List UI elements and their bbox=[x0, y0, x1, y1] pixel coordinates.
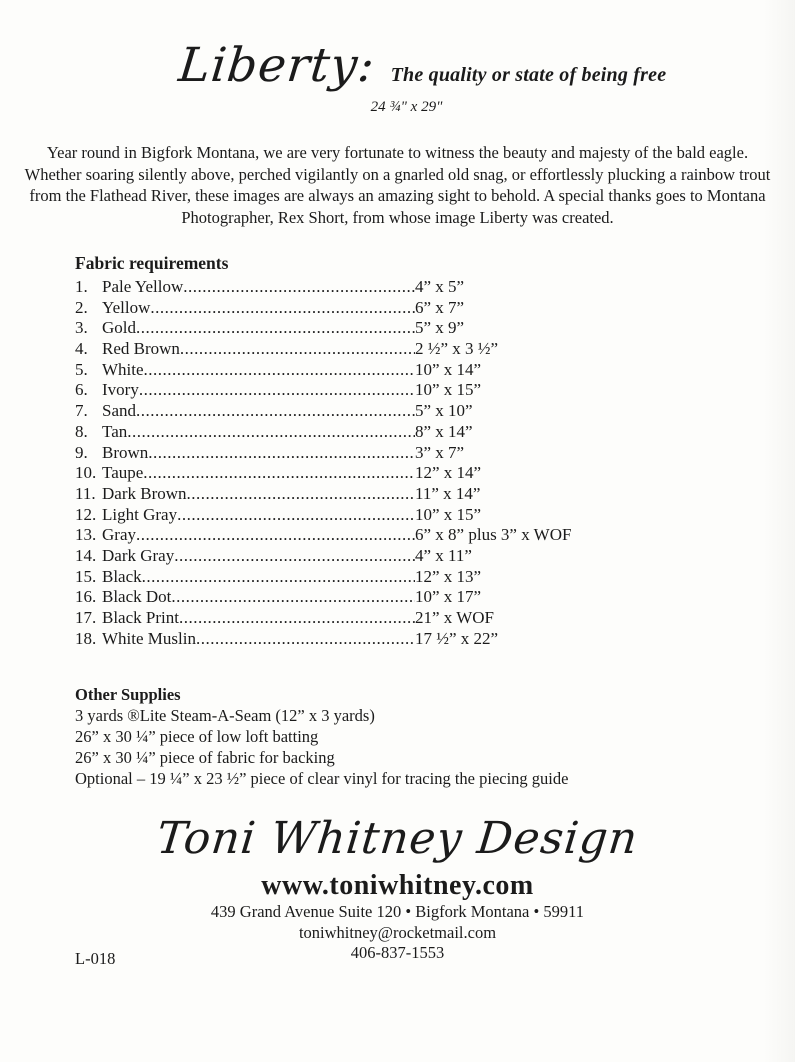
intro-line: Whether soaring silently above, perched vigilantly on a gnarled old snag, or effortlessly plucking a rainbow trout bbox=[24, 164, 771, 184]
fabric-size: 11” x 14” bbox=[415, 483, 481, 503]
fabric-name: White bbox=[102, 359, 144, 379]
street-address: 439 Grand Avenue Suite 120 • Bigfork Montana • 59911 bbox=[210, 902, 585, 922]
fabric-name: Gold bbox=[102, 318, 136, 338]
fabric-size: 17 ½” x 22” bbox=[415, 628, 499, 648]
fabric-name: Black Print bbox=[102, 608, 179, 627]
pattern-number: L-018 bbox=[75, 949, 116, 968]
item-number: 10. bbox=[75, 463, 97, 483]
item-number: 15. bbox=[75, 566, 97, 586]
fabric-name: Red Brown bbox=[102, 339, 180, 359]
dot-leader bbox=[136, 318, 415, 339]
title-block bbox=[50, 38, 795, 93]
item-number: 5. bbox=[75, 359, 88, 379]
fabric-name: Brown bbox=[102, 442, 149, 462]
fabric-size: 5” x 9” bbox=[415, 318, 465, 338]
brand-logo-text: Toni Whitney Design bbox=[154, 813, 641, 865]
item-number: 3. bbox=[75, 318, 88, 338]
fabric-row bbox=[75, 546, 795, 567]
dot-leader bbox=[127, 422, 415, 443]
dot-leader bbox=[171, 587, 415, 608]
item-number: 4. bbox=[75, 339, 88, 359]
dot-leader bbox=[177, 505, 415, 526]
fabric-row bbox=[75, 360, 795, 381]
fabric-size: 12” x 13” bbox=[415, 566, 482, 586]
fabric-size: 10” x 15” bbox=[415, 504, 482, 524]
fabric-row bbox=[75, 505, 795, 526]
dot-leader bbox=[139, 380, 415, 401]
fabric-size: 10” x 15” bbox=[415, 380, 482, 400]
fabric-name: Black bbox=[102, 566, 142, 586]
dot-leader bbox=[196, 629, 415, 650]
fabric-size: 5” x 10” bbox=[415, 401, 473, 421]
intro-line: Year round in Bigfork Montana, we are very fortunate to witness the beauty and majesty of the bald eagle. bbox=[46, 143, 749, 162]
dot-leader bbox=[150, 298, 415, 319]
intro-line: Photographer, Rex Short, from whose image Liberty was created. bbox=[181, 207, 614, 227]
fabric-name: Dark Brown bbox=[102, 483, 187, 503]
dot-leader bbox=[143, 463, 415, 484]
dot-leader bbox=[136, 525, 415, 546]
fabric-row bbox=[75, 318, 795, 339]
item-number: 11. bbox=[75, 483, 96, 503]
fabric-size: 12” x 14” bbox=[415, 463, 482, 483]
supply-line: Optional – 19 ¼” x 23 ½” piece of clear vinyl for tracing the piecing guide bbox=[75, 769, 569, 789]
finished-size: 24 ¾" x 29" bbox=[370, 99, 443, 115]
fabric-size: 10” x 14” bbox=[415, 359, 482, 379]
fabric-name: Ivory bbox=[102, 380, 139, 400]
fabric-size: 10” x 17” bbox=[415, 587, 482, 607]
item-number: 9. bbox=[75, 442, 88, 462]
supply-line: 26” x 30 ¼” piece of low loft batting bbox=[75, 727, 319, 747]
dot-leader bbox=[136, 401, 415, 422]
dot-leader bbox=[180, 339, 415, 360]
item-number: 17. bbox=[75, 608, 97, 627]
item-number: 2. bbox=[75, 297, 88, 317]
fabric-row bbox=[75, 629, 795, 650]
pattern-tagline: The quality or state of being free bbox=[390, 64, 667, 86]
fabric-name: Light Gray bbox=[102, 504, 178, 524]
fabric-row bbox=[75, 587, 795, 608]
dot-leader bbox=[183, 277, 415, 298]
item-number: 7. bbox=[75, 401, 88, 421]
other-supplies-heading: Other Supplies bbox=[75, 685, 181, 705]
fabric-row bbox=[75, 339, 795, 360]
fabric-row bbox=[75, 298, 795, 319]
footer-contact-block bbox=[0, 813, 795, 964]
item-number: 13. bbox=[75, 525, 97, 545]
fabric-row bbox=[75, 484, 795, 505]
fabric-name: White Muslin bbox=[102, 628, 196, 648]
dot-leader bbox=[187, 484, 415, 505]
fabric-row bbox=[75, 277, 795, 298]
item-number: 16. bbox=[75, 587, 97, 607]
fabric-name: Yellow bbox=[102, 297, 151, 317]
fabric-requirements-heading: Fabric requirements bbox=[75, 253, 229, 273]
fabric-size: 4” x 11” bbox=[415, 545, 472, 565]
other-supplies-section bbox=[75, 684, 795, 789]
supply-line: 3 yards ®Lite Steam-A-Seam (12” x 3 yards) bbox=[75, 706, 375, 726]
fabric-size: 8” x 14” bbox=[415, 421, 473, 441]
pattern-document-page bbox=[0, 38, 795, 1062]
item-number: 6. bbox=[75, 380, 88, 400]
intro-line: from the Flathead River, these images are always an amazing sight to behold. A special thanks goes to Montana bbox=[29, 186, 766, 205]
item-number: 8. bbox=[75, 421, 88, 441]
fabric-name: Black Dot bbox=[102, 587, 172, 607]
dot-leader bbox=[148, 443, 415, 464]
fabric-size: 21” x WOF bbox=[415, 608, 495, 627]
fabric-row bbox=[75, 443, 795, 464]
pattern-title: Liberty: bbox=[175, 38, 378, 93]
dot-leader bbox=[179, 608, 415, 629]
fabric-size: 6” x 8” plus 3” x WOF bbox=[415, 525, 572, 545]
fabric-name: Gray bbox=[102, 525, 136, 545]
fabric-name: Sand bbox=[102, 401, 136, 421]
item-number: 1. bbox=[75, 277, 88, 296]
fabric-row bbox=[75, 608, 795, 629]
item-number: 18. bbox=[75, 628, 97, 648]
fabric-size: 4” x 5” bbox=[415, 277, 465, 296]
item-number: 12. bbox=[75, 504, 97, 524]
intro-paragraph bbox=[0, 142, 795, 228]
fabric-size: 6” x 7” bbox=[415, 297, 465, 317]
website-url: www.toniwhitney.com bbox=[261, 870, 534, 902]
fabric-row bbox=[75, 567, 795, 588]
dot-leader bbox=[174, 546, 415, 567]
fabric-row bbox=[75, 525, 795, 546]
fabric-requirements-section bbox=[75, 253, 795, 649]
fabric-row bbox=[75, 380, 795, 401]
phone-number: 406-837-1553 bbox=[350, 943, 445, 963]
item-number: 14. bbox=[75, 545, 97, 565]
supply-line: 26” x 30 ¼” piece of fabric for backing bbox=[75, 748, 335, 768]
email-address: toniwhitney@rocketmail.com bbox=[298, 922, 497, 942]
fabric-name: Dark Gray bbox=[102, 545, 175, 565]
fabric-size: 3” x 7” bbox=[415, 442, 465, 462]
fabric-name: Pale Yellow bbox=[102, 277, 184, 296]
dot-leader bbox=[142, 567, 415, 588]
fabric-size: 2 ½” x 3 ½” bbox=[415, 339, 499, 359]
fabric-name: Tan bbox=[102, 421, 128, 441]
fabric-row bbox=[75, 422, 795, 443]
fabric-name: Taupe bbox=[102, 463, 144, 483]
dot-leader bbox=[144, 360, 415, 381]
fabric-row bbox=[75, 401, 795, 422]
fabric-row bbox=[75, 463, 795, 484]
